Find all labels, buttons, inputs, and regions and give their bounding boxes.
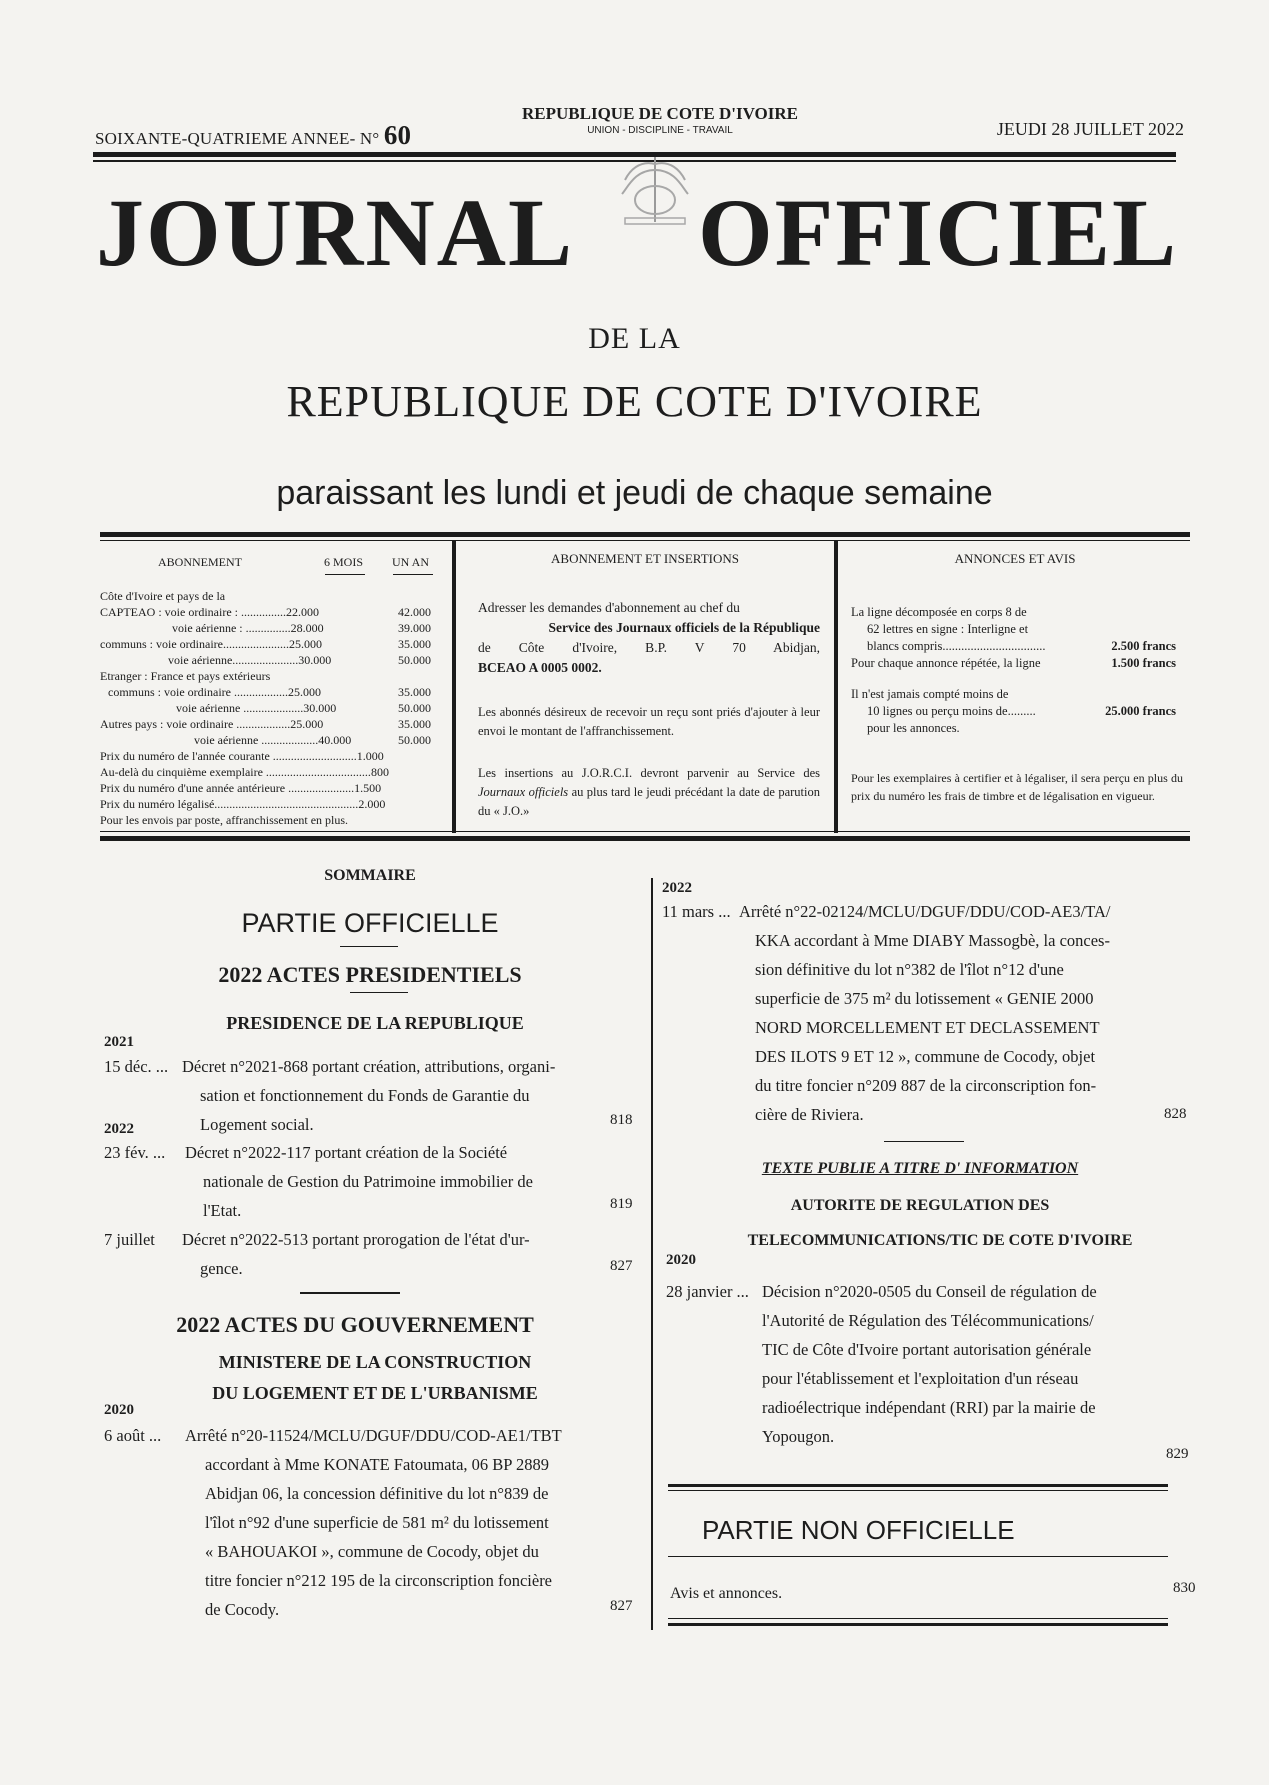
partie-non-officielle-heading: PARTIE NON OFFICIELLE [702,1515,1015,1545]
entry-line: Arrêté n°20-11524/MCLU/DGUF/DDU/COD-AE1/TBT [185,1426,562,1445]
address-line-2: Service des Journaux officiels de la République [548,620,820,635]
entry-decret-2021-868 [182,1052,582,1139]
entry-date: 23 fév. ... [104,1143,166,1162]
entry-line: cière de Riviera. [755,1105,864,1124]
column-divider [651,878,653,1630]
entry-line: de Cocody. [205,1600,280,1619]
annonces-title: ANNONCES ET AVIS [954,551,1076,566]
abonnement-row [100,604,445,620]
legalisation-note: Pour les exemplaires à certifier et à légaliser, il sera perçu en plus du prix du numéro les frais de timbre et de légalisation en vigueur. [851,771,1183,803]
texte-publie-heading: TEXTE PUBLIE A TITRE D' INFORMATION [761,1160,1079,1177]
abonnement-row-label: voie aérienne ................... [194,733,319,747]
entry-line: Arrêté n°22-02124/MCLU/DGUF/DDU/COD-AE3/TA/ [739,902,1111,921]
entry-line: Décret n°2021-868 portant création, attributions, organi- [182,1057,556,1076]
deadline-text-italic: Journaux officiels [478,785,569,799]
entry-line: Décret n°2022-117 portant création de la Société [185,1143,508,1162]
sommaire-title: SOMMAIRE [324,867,416,884]
page-number: 829 [1166,1446,1189,1462]
rate-price: 25.000 francs [1105,704,1176,718]
masthead-de-la: DE LA [588,322,681,355]
republic-name: REPUBLIQUE DE COTE D'IVOIRE [522,104,798,123]
address-line-1: Adresser les demandes d'abonnement au chef du [478,600,740,615]
insertions-deadline-note [478,764,820,821]
non-officielle-rule-bottom-2 [668,1623,1168,1626]
entry-arrete-20-11524 [185,1421,595,1624]
insertions-title: ABONNEMENT ET INSERTIONS [551,551,739,566]
entry-line: Logement social. [200,1115,314,1134]
entry-line: l'Autorité de Régulation des Télécommunications/ [762,1311,1094,1330]
divider-rule [884,1141,964,1142]
price-row-label: Au-delà du cinquième exemplaire ................................... [100,765,371,779]
entry-line: Décision n°2020-0505 du Conseil de régulation de [762,1282,1097,1301]
abonnement-row-six: 25.000 [287,685,321,699]
abonnement-row-year: 35.000 [398,685,431,699]
masthead-country: REPUBLIQUE DE COTE D'IVOIRE [286,377,983,426]
postage-note: Pour les envois par poste, affranchissement en plus. [100,813,349,827]
underline-an [393,574,433,575]
abonnement-row-year: 42.000 [398,605,431,619]
entry-line: du titre foncier n°209 887 de la circonscription fon- [755,1076,1097,1095]
non-officielle-rule-bottom-1 [668,1618,1168,1619]
entry-decret-2022-513 [182,1225,582,1283]
abonnement-row-label: CAPTEAO : voie ordinaire : ............... [100,605,286,619]
entry-line: accordant à Mme KONATE Fatoumata, 06 BP 2889 [205,1455,549,1474]
abonnement-row [100,588,445,604]
insertions-address [478,598,820,678]
edition-prefix: SOIXANTE-QUATRIEME ANNEE- N° [95,129,380,148]
publication-frequency: paraissant les lundi et jeudi de chaque semaine [276,474,993,512]
abonnement-row-label: voie aérienne .................... [176,701,304,715]
entry-line: « BAHOUAKOI », commune de Cocody, objet du [205,1542,539,1561]
entry-date: 6 août ... [104,1426,162,1445]
abonnement-row-year: 35.000 [398,717,431,731]
price-row-value: 2.000 [358,797,386,811]
page-number: 828 [1164,1106,1187,1122]
entry-line: superficie de 375 m² du lotissement « GENIE 2000 [755,989,1094,1008]
abonnement-row-six: 30.000 [298,653,332,667]
rate-line: 62 lettres en signe : Interligne et [867,622,1029,636]
panel-bottom-rule-thin [100,831,1190,832]
deadline-text-a: Les insertions au J.O.R.C.I. devront parvenir au Service des [478,766,820,780]
price-row-value: 800 [370,765,389,779]
entry-date: 15 déc. ... [104,1057,169,1076]
rate-line: Il n'est jamais compté moins de [851,687,1009,701]
masthead-word-officiel: OFFICIEL [697,179,1178,286]
rate-line [851,703,1176,720]
entry-line: l'Etat. [203,1201,242,1220]
divider-rule [300,1292,400,1294]
non-officielle-rule-top-2 [668,1490,1168,1491]
address-line-3: de Côte d'Ivoire, B.P. V 70 Abidjan, [478,640,820,655]
ministere-heading-2: DU LOGEMENT ET DE L'URBANISME [212,1383,538,1403]
price-row-label: Prix du numéro d'une année antérieure ...................... [100,781,355,795]
price-row-label: Prix du numéro de l'année courante ............................ [100,749,357,763]
ministere-heading-1: MINISTERE DE LA CONSTRUCTION [218,1352,532,1372]
panel-divider-2 [834,541,838,833]
panel-divider-1 [452,541,456,833]
abonnement-row-six: 40.000 [318,733,352,747]
entry-line: TIC de Côte d'Ivoire portant autorisation générale [762,1340,1092,1359]
entry-decision-2020-0505 [762,1277,1162,1451]
entry-line: radioélectrique indépendant (RRI) par la mairie de [762,1398,1096,1417]
panel-top-rule-thick [100,532,1190,537]
entry-date: 11 mars ... [662,902,731,921]
abonnement-row-year: 39.000 [398,621,431,635]
year-label: 2022 [662,880,692,896]
rate-line [851,638,1176,655]
non-officielle-rule-top-1 [668,1484,1168,1487]
price-row-label: Prix du numéro légalisé................................................ [100,797,359,811]
presidence-heading: PRESIDENCE DE LA REPUBLIQUE [226,1013,524,1033]
abonnement-row-year: 50.000 [398,701,431,715]
entry-line: Décret n°2022-513 portant prorogation de l'état d'ur- [182,1230,530,1249]
deadline-text-b: au plus tard le jeudi précédant la date de parution du « J.O.» [478,785,820,818]
abonnement-row-label: Côte d'Ivoire et pays de la [100,589,226,603]
price-row [100,764,445,780]
year-label: 2021 [104,1034,134,1050]
avis-annonces-entry: Avis et annonces. [670,1585,783,1602]
abonnement-row-label: Autres pays : voie ordinaire .................. [100,717,291,731]
entry-line: gence. [200,1259,243,1278]
annonces-rates [851,604,1176,737]
year-label: 2020 [666,1252,696,1268]
abonnement-row-six: 30.000 [303,701,337,715]
price-row-value: 1.500 [354,781,382,795]
entry-line: sation et fonctionnement du Fonds de Garantie du [200,1086,530,1105]
rate-line-label: blancs compris................................. [867,639,1046,653]
abonnement-row-label: communs : voie ordinaire .................. [108,685,288,699]
insertions-receipt-note: Les abonnés désireux de recevoir un reçu sont priés d'ajouter à leur envoi le montant de l'affranchissement. [478,705,820,738]
actes-presidentiels-heading: 2022 ACTES PRESIDENTIELS [218,962,522,987]
actes-gouvernement-heading: 2022 ACTES DU GOUVERNEMENT [176,1312,534,1337]
year-label: 2022 [104,1121,134,1137]
entry-line: pour l'établissement et l'exploitation d'un réseau [762,1369,1079,1388]
abonnement-row-label: Etranger : France et pays extérieurs [100,669,271,683]
rate-line-label: Pour chaque annonce répétée, la ligne [851,656,1041,670]
abonnement-row [100,620,445,636]
abonnement-row-label: communs : voie ordinaire...................... [100,637,289,651]
address-line-4: BCEAO A 0005 0002. [478,660,602,675]
abonnement-row-label: voie aérienne : ............... [172,621,291,635]
abonnement-row [100,652,445,668]
entry-line: DES ILOTS 9 ET 12 », commune de Cocody, objet [755,1047,1096,1066]
rate-line: pour les annonces. [867,721,960,735]
abonnement-row [100,684,445,700]
page-number: 827 [610,1258,633,1274]
rate-price: 2.500 francs [1111,639,1176,653]
abonnement-row [100,732,445,748]
entry-line: NORD MORCELLEMENT ET DECLASSEMENT [755,1018,1100,1037]
rate-line: La ligne décomposée en corps 8 de [851,605,1027,619]
rate-line-label: 10 lignes ou perçu moins de......... [867,704,1036,718]
abonnement-row-six: 25.000 [290,717,324,731]
abonnement-table [100,588,445,828]
entry-line: Yopougon. [762,1427,835,1446]
autorite-heading-2: TELECOMMUNICATIONS/TIC DE COTE D'IVOIRE [747,1232,1133,1249]
panel-top-rule-thin [100,540,1190,541]
page-number: 819 [610,1196,633,1212]
entry-arrete-22-02124 [739,897,1159,1129]
rate-price: 1.500 francs [1111,656,1176,670]
page-number: 827 [610,1598,633,1614]
divider-rule [340,946,398,947]
entry-line: Abidjan 06, la concession définitive du lot n°839 de [205,1484,549,1503]
abonnement-row-year: 50.000 [398,653,431,667]
abonnement-row [100,636,445,652]
edition-line [95,120,411,151]
entry-line: nationale de Gestion du Patrimoine immobilier de [203,1172,533,1191]
price-row-value: 1.000 [356,749,384,763]
edition-number: 60 [383,120,412,150]
republic-motto: UNION - DISCIPLINE - TRAVAIL [587,125,733,136]
abonnement-col-6mois: 6 MOIS [324,555,364,569]
panel-bottom-rule-thick [100,836,1190,841]
entry-line: sion définitive du lot n°382 de l'îlot n°12 d'une [755,960,1064,979]
abonnement-row [100,700,445,716]
entry-date: 28 janvier ... [666,1282,749,1301]
abonnement-row-six: 25.000 [288,637,322,651]
non-officielle-rule-mid [668,1556,1168,1557]
abonnement-row-year: 35.000 [398,637,431,651]
rate-line [851,655,1176,672]
underline-6mois [325,574,365,575]
price-row [100,748,445,764]
masthead-title [96,179,1178,286]
entry-decret-2022-117 [185,1138,583,1225]
divider-rule [350,992,408,993]
abonnement-row-six: 22.000 [285,605,319,619]
entry-line: KKA accordant à Mme DIABY Massogbè, la conces- [755,931,1110,950]
price-row [100,796,445,812]
partie-officielle-heading: PARTIE OFFICIELLE [241,908,499,938]
abonnement-title: ABONNEMENT [158,555,242,569]
year-label: 2020 [104,1402,134,1418]
masthead-word-journal: JOURNAL [96,179,575,286]
abonnement-row [100,668,445,684]
entry-date: 7 juillet [104,1230,155,1249]
abonnement-row-six: 28.000 [290,621,324,635]
entry-line: titre foncier n°212 195 de la circonscription foncière [205,1571,553,1590]
price-row [100,780,445,796]
entry-line: l'îlot n°92 d'une superficie de 581 m² du lotissement [205,1513,549,1532]
issue-date: JEUDI 28 JUILLET 2022 [996,119,1184,139]
republic-block [470,104,850,136]
page-number: 818 [610,1112,633,1128]
page-number: 830 [1173,1580,1196,1596]
abonnement-row-year: 50.000 [398,733,431,747]
abonnement-col-an: UN AN [392,555,430,569]
autorite-heading-1: AUTORITE DE REGULATION DES [790,1197,1050,1214]
abonnement-row [100,716,445,732]
abonnement-row-label: voie aérienne...................... [168,653,299,667]
